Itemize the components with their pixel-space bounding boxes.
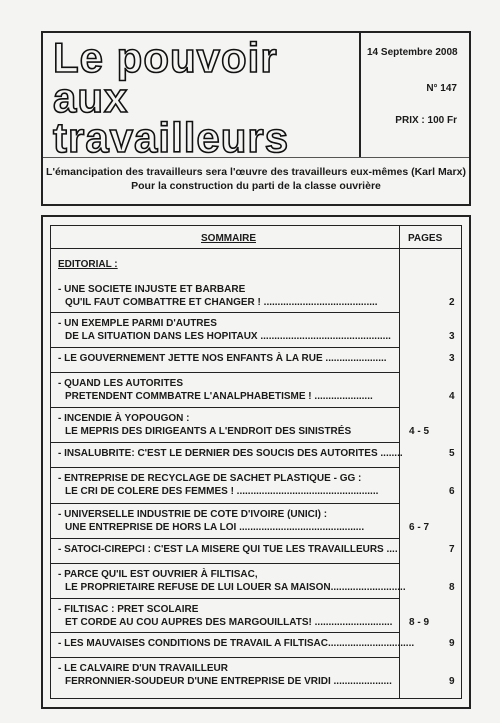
toc-entry-page: 6 - 7	[409, 522, 430, 533]
toc-entry-divider	[51, 598, 399, 599]
toc-entry-text: LE PROPRIETAIRE REFUSE DE LUI LOUER SA MAISON...........................	[65, 582, 406, 593]
toc-entry-divider	[51, 407, 399, 408]
toc-entry-page: 3	[449, 353, 455, 364]
issue-info	[361, 33, 469, 157]
toc-entry-text: QU'IL FAUT COMBATTRE ET CHANGER ! .........................................	[65, 297, 378, 308]
tagline-marx: L'émancipation des travailleurs sera l'œuvre des travailleurs eux-mêmes (Karl Marx)	[46, 166, 466, 178]
table-of-contents	[41, 215, 471, 709]
toc-entry-text: DE LA SITUATION DANS LES HOPITAUX ...............................................	[65, 331, 391, 342]
toc-entry-text: UNE ENTREPRISE DE HORS LA LOI .............................................	[65, 522, 365, 533]
toc-entry-text: - INCENDIE À YOPOUGON :	[58, 413, 190, 424]
toc-entry-divider	[51, 347, 399, 348]
toc-entry-text: - QUAND LES AUTORITES	[58, 378, 184, 389]
toc-entry-divider	[51, 503, 399, 504]
toc-entry-text: - FILTISAC : PRET SCOLAIRE	[58, 604, 199, 615]
toc-entry-text: - UNE SOCIETE INJUSTE ET BARBARE	[58, 284, 246, 295]
toc-entry-divider	[51, 372, 399, 373]
pages-heading: PAGES	[408, 233, 443, 244]
toc-entry-text: - UN EXEMPLE PARMI D'AUTRES	[58, 318, 217, 329]
toc-entry-text: FERRONNIER-SOUDEUR D'UNE ENTREPRISE DE VRIDI .....................	[65, 676, 392, 687]
toc-entry-text: LE CRI DE COLERE DES FEMMES ! ...................................................	[65, 486, 379, 497]
toc-entry-page: 6	[449, 486, 455, 497]
toc-entry-text: PRETENDENT COMMBATRE L'ANALPHABETISME ! .....................	[65, 391, 373, 402]
toc-entry-divider	[51, 563, 399, 564]
title-block	[43, 33, 361, 161]
toc-entry-divider	[51, 538, 399, 539]
masthead	[41, 31, 471, 206]
toc-entry-divider	[51, 657, 399, 658]
toc-entry-divider	[51, 312, 399, 313]
masthead-divider	[43, 157, 469, 158]
toc-entry-text: - ENTREPRISE DE RECYCLAGE DE SACHET PLASTIQUE - GG :	[58, 473, 362, 484]
issue-number: N° 147	[426, 83, 457, 94]
issue-date: 14 Septembre 2008	[367, 47, 458, 58]
toc-entry-text: LE MEPRIS DES DIRIGEANTS A L'ENDROIT DES SINISTRÉS	[65, 426, 352, 437]
newspaper-title-line-1: Le pouvoir	[53, 34, 278, 81]
toc-entry-page: 9	[449, 676, 455, 687]
toc-entry-text: - UNIVERSELLE INDUSTRIE DE COTE D'IVOIRE (UNICI) :	[58, 509, 328, 520]
toc-entry-text: - LE GOUVERNEMENT JETTE NOS ENFANTS À LA RUE ......................	[58, 353, 387, 364]
toc-entry-page: 2	[449, 297, 455, 308]
toc-entry-text: - PARCE QU'IL EST OUVRIER À FILTISAC,	[58, 569, 258, 580]
toc-entry-page: 5	[449, 448, 455, 459]
toc-entry-page: 3	[449, 331, 455, 342]
toc-entry-text: ET CORDE AU COU AUPRES DES MARGOUILLATS! ............................	[65, 617, 393, 628]
pages-column-divider	[399, 226, 400, 698]
tagline-party: Pour la construction du parti de la classe ouvrière	[131, 180, 381, 192]
toc-entry-page: 9	[449, 638, 455, 649]
toc-entry-page: 4	[449, 391, 455, 402]
toc-entry-page: 8	[449, 582, 455, 593]
toc-entry-divider	[51, 442, 399, 443]
toc-frame	[50, 225, 462, 699]
toc-entry-text: - LES MAUVAISES CONDITIONS DE TRAVAIL A FILTISAC...............................	[58, 638, 415, 649]
issue-price: PRIX : 100 Fr	[395, 115, 457, 126]
toc-entry-page: 8 - 9	[409, 617, 430, 628]
toc-entry-text: - SATOCI-CIREPCI : C'EST LA MISERE QUI TUE LES TRAVAILLEURS ....	[58, 544, 398, 555]
newspaper-title-line-2: aux	[53, 74, 129, 121]
toc-entry-text: - INSALUBRITE: C'EST LE DERNIER DES SOUCIS DES AUTORITES ........	[58, 448, 403, 459]
newspaper-title-line-3: travailleurs	[53, 114, 290, 161]
toc-heading: SOMMAIRE	[201, 233, 256, 244]
toc-entry-text: - LE CALVAIRE D'UN TRAVAILLEUR	[58, 663, 228, 674]
toc-entry-page: 4 - 5	[409, 426, 430, 437]
toc-entry-divider	[51, 632, 399, 633]
toc-entry-page: 7	[449, 544, 455, 555]
editorial-label: EDITORIAL :	[58, 259, 118, 270]
toc-entry-divider	[51, 467, 399, 468]
toc-header-rule	[51, 248, 461, 249]
